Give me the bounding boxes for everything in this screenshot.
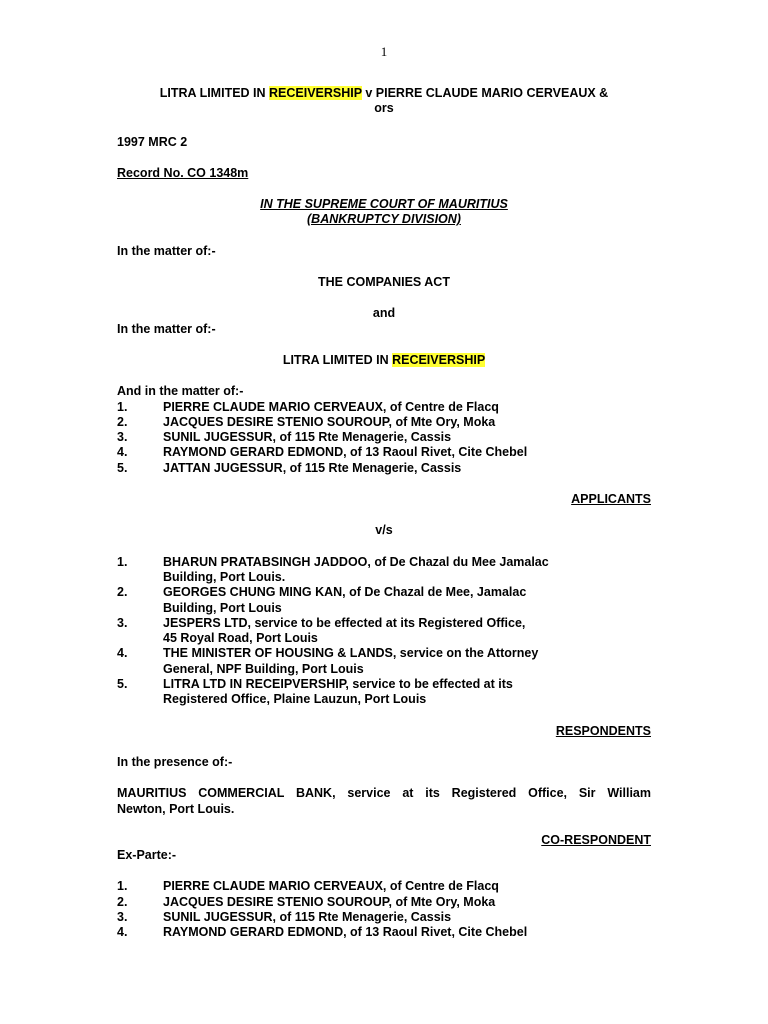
co-respondent-text: [117, 786, 651, 817]
company-name: [117, 353, 651, 368]
list-item-number: 4.: [117, 445, 128, 460]
list-item: [117, 677, 651, 708]
list-item: [117, 616, 651, 647]
company-name-highlight: RECEIVERSHIP: [392, 352, 486, 367]
list-item-text: Building, Port Louis: [163, 600, 282, 615]
case-title-part2: v PIERRE CLAUDE MARIO CERVEAUX &: [361, 86, 609, 100]
list-item: [117, 585, 651, 616]
list-item-text: JESPERS LTD, service to be effected at its Registered Office,: [163, 615, 526, 630]
list-item-text: GEORGES CHUNG MING KAN, of De Chazal de Mee, Jamalac: [163, 585, 527, 600]
list-item: [117, 415, 651, 430]
court-heading: [117, 197, 651, 228]
list-item: [117, 910, 651, 925]
list-item-text: Registered Office, Plaine Lauzun, Port Louis: [163, 692, 427, 707]
list-item-text: PIERRE CLAUDE MARIO CERVEAUX, of Centre de Flacq: [163, 399, 499, 414]
list-item: [117, 879, 651, 894]
matter-label-2: In the matter of:-: [117, 321, 216, 336]
co-respondent-label: CO-RESPONDENT: [541, 832, 651, 847]
list-item-number: 1.: [117, 399, 128, 414]
case-title-line2: ors: [374, 101, 394, 116]
list-item: [117, 925, 651, 940]
case-title-part1: LITRA LIMITED IN: [159, 86, 270, 100]
versus: v/s: [375, 523, 393, 538]
list-item-number: 4.: [117, 925, 128, 940]
companies-act: THE COMPANIES ACT: [318, 275, 450, 290]
list-item-number: 5.: [117, 677, 128, 692]
and-connector: and: [372, 306, 396, 321]
matter-label-3: And in the matter of:-: [117, 384, 244, 399]
list-item-text: JACQUES DESIRE STENIO SOUROUP, of Mte Ory, Moka: [163, 414, 496, 429]
matter-label-1: In the matter of:-: [117, 243, 216, 258]
applicants-label: APPLICANTS: [571, 492, 651, 507]
list-item-text: BHARUN PRATABSINGH JADDOO, of De Chazal du Mee Jamalac: [163, 554, 549, 569]
list-item: [117, 895, 651, 910]
list-item-text: Building, Port Louis.: [163, 569, 286, 584]
list-item-number: 3.: [117, 430, 128, 445]
list-item-number: 4.: [117, 646, 128, 661]
ex-parte-list: [117, 879, 651, 940]
record-number: Record No. CO 1348m: [117, 165, 249, 180]
list-item-text: 45 Royal Road, Port Louis: [163, 631, 318, 646]
list-item-number: 5.: [117, 460, 128, 475]
list-item: [117, 445, 651, 460]
list-item-number: 2.: [117, 585, 128, 600]
list-item-text: PIERRE CLAUDE MARIO CERVEAUX, of Centre de Flacq: [163, 879, 499, 894]
list-item-text: General, NPF Building, Port Louis: [163, 661, 364, 676]
list-item-number: 1.: [117, 554, 128, 569]
document-body: [117, 86, 651, 941]
list-item: [117, 555, 651, 586]
list-item-number: 3.: [117, 615, 128, 630]
respondents-list: [117, 555, 651, 708]
citation: 1997 MRC 2: [117, 134, 188, 149]
list-item: [117, 400, 651, 415]
list-item-number: 2.: [117, 414, 128, 429]
list-item: [117, 646, 651, 677]
list-item: [117, 461, 651, 476]
co-respondent-line1: MAURITIUS COMMERCIAL BANK, service at its Registered Office, Sir William: [117, 786, 651, 801]
presence-label: In the presence of:-: [117, 754, 233, 769]
ex-parte-label: Ex-Parte:-: [117, 848, 177, 863]
court-line2: (BANKRUPTCY DIVISION): [307, 212, 461, 227]
co-respondent-line2: Newton, Port Louis.: [117, 801, 235, 816]
list-item-text: JACQUES DESIRE STENIO SOUROUP, of Mte Ory, Moka: [163, 894, 496, 909]
list-item-text: SUNIL JUGESSUR, of 115 Rte Menagerie, Cassis: [163, 430, 452, 445]
list-item-text: THE MINISTER OF HOUSING & LANDS, service on the Attorney: [163, 646, 539, 661]
list-item-number: 1.: [117, 879, 128, 894]
list-item-text: RAYMOND GERARD EDMOND, of 13 Raoul Rivet, Cite Chebel: [163, 445, 528, 460]
case-title-highlight: RECEIVERSHIP: [269, 86, 362, 100]
list-item-text: SUNIL JUGESSUR, of 115 Rte Menagerie, Cassis: [163, 909, 452, 924]
page-number: 1: [380, 44, 388, 59]
list-item-text: RAYMOND GERARD EDMOND, of 13 Raoul Rivet, Cite Chebel: [163, 925, 528, 940]
applicants-list: [117, 400, 651, 476]
list-item-text: JATTAN JUGESSUR, of 115 Rte Menagerie, Cassis: [163, 460, 462, 475]
court-line1: IN THE SUPREME COURT OF MAURITIUS: [260, 197, 508, 212]
list-item-number: 3.: [117, 909, 128, 924]
case-title: [117, 86, 651, 117]
company-name-part1: LITRA LIMITED IN: [282, 352, 393, 367]
list-item-number: 2.: [117, 894, 128, 909]
respondents-label: RESPONDENTS: [555, 723, 651, 738]
list-item: [117, 430, 651, 445]
list-item-text: LITRA LTD IN RECEIPVERSHIP, service to be effected at its: [163, 677, 513, 692]
